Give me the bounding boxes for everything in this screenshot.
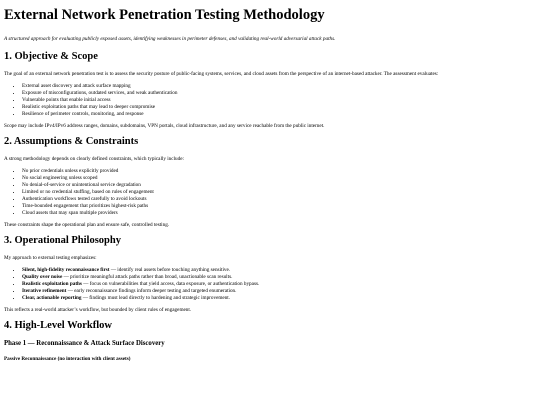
list-item: • No denial-of-service or unintentional service degradation bbox=[22, 182, 536, 189]
item-text: — focus on vulnerabilities that yield access, data exposure, or authentication bypass. bbox=[81, 280, 260, 287]
item-lead: Iterative refinement bbox=[22, 287, 67, 294]
section-heading: 2. Assumptions & Constraints bbox=[4, 136, 139, 148]
list-item: • Realistic exploitation paths that may lead to deeper compromise bbox=[22, 104, 536, 111]
item-text: — identify real assets before touching anything sensitive. bbox=[109, 266, 231, 273]
item-lead: Quality over noise bbox=[22, 273, 63, 280]
list-item: • Time-bounded engagement that prioritizes highest-risk paths bbox=[22, 203, 536, 210]
document-subtitle: A structured approach for evaluating publicly exposed assets, identifying weaknesses in perimeter defenses, and validating real-world adversarial attack paths. bbox=[4, 36, 336, 43]
item-lead: Clear, actionable reporting bbox=[22, 294, 82, 301]
section-intro: A strong methodology depends on clearly defined constraints, which typically include: bbox=[4, 155, 184, 162]
list-item: • Authentication workflows tested carefully to avoid lockouts bbox=[22, 196, 536, 203]
list-item: • No prior credentials unless explicitly provided bbox=[22, 168, 536, 175]
section-high-level-workflow bbox=[4, 320, 536, 362]
section-outro: These constraints shape the operational plan and ensure safe, controlled testing. bbox=[4, 221, 170, 228]
list-item bbox=[22, 288, 536, 295]
list-item: • Resilience of perimeter controls, monitoring, and response bbox=[22, 111, 536, 118]
subsection-heading: Passive Reconnaissance (no interaction with client assets) bbox=[4, 355, 131, 362]
section-heading: 1. Objective & Scope bbox=[4, 51, 98, 63]
item-lead: Realistic exploitation paths bbox=[22, 280, 82, 287]
section-intro: The goal of an external network penetration test is to assess the security posture of public-facing systems, services, and cloud assets from the perspective of an internet-based attacker. The assessment evaluates: bbox=[4, 70, 439, 77]
document-title: External Network Penetration Testing Methodology bbox=[4, 7, 325, 23]
list-item bbox=[22, 267, 536, 274]
section-assumptions-constraints bbox=[4, 136, 536, 229]
item-text: — early reconnaissance findings inform deeper testing and targeted enumeration. bbox=[66, 287, 237, 294]
constraints-list bbox=[4, 168, 536, 217]
section-heading: 4. High-Level Workflow bbox=[4, 320, 113, 332]
phase-heading: Phase 1 — Reconnaissance & Attack Surface Discovery bbox=[4, 339, 165, 347]
list-item bbox=[22, 274, 536, 281]
list-item: • Cloud assets that may span multiple providers bbox=[22, 210, 536, 217]
section-intro: My approach to external testing emphasizes: bbox=[4, 254, 97, 261]
section-operational-philosophy bbox=[4, 235, 536, 314]
list-item bbox=[22, 295, 536, 302]
list-item: • External asset discovery and attack surface mapping bbox=[22, 83, 536, 90]
objective-list bbox=[4, 83, 536, 118]
section-heading: 3. Operational Philosophy bbox=[4, 235, 121, 247]
section-objective-scope bbox=[4, 51, 536, 130]
section-outro: This reflects a real-world attacker’s workflow, but bounded by client rules of engagement. bbox=[4, 306, 192, 313]
list-item: • Vulnerable points that enable initial access bbox=[22, 97, 536, 104]
item-text: — prioritize meaningful attack paths rather than broad, unactionable scan results. bbox=[62, 273, 233, 280]
list-item: • Limited or no credential stuffing, based on rules of engagement bbox=[22, 189, 536, 196]
list-item: • No social engineering unless scoped bbox=[22, 175, 536, 182]
philosophy-list bbox=[4, 267, 536, 302]
item-text: — findings must lead directly to hardening and strategic improvement. bbox=[81, 294, 231, 301]
item-lead: Silent, high-fidelity reconnaissance first bbox=[22, 266, 110, 273]
list-item: • Exposure of misconfigurations, outdated services, and weak authentication bbox=[22, 90, 536, 97]
section-outro: Scope may include IPv4/IPv6 address ranges, domains, subdomains, VPN portals, cloud infrastructure, and any service reachable from the public internet. bbox=[4, 122, 325, 129]
list-item bbox=[22, 281, 536, 288]
